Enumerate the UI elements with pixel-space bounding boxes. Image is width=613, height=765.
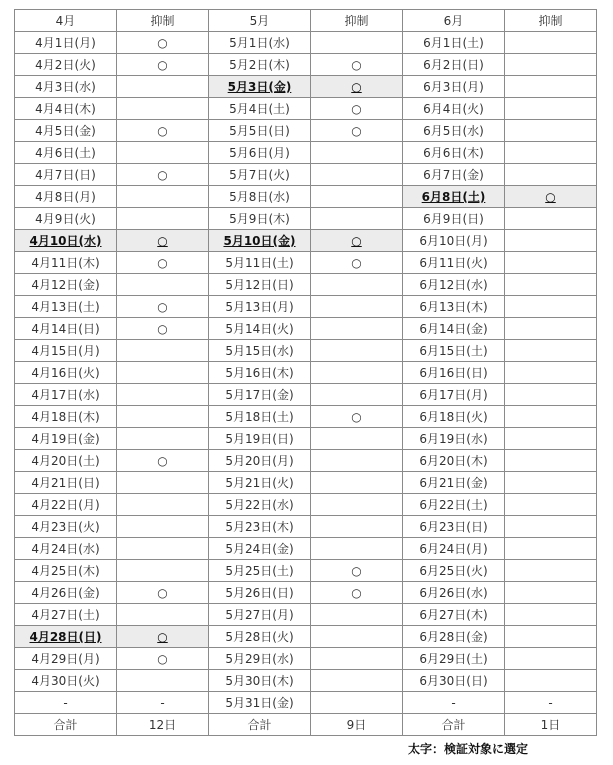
total-cell-april-date: 合計 <box>15 714 117 736</box>
may-flag-cell <box>311 296 403 318</box>
april-date-cell: 4月4日(木) <box>15 98 117 120</box>
june-flag-cell <box>505 472 597 494</box>
june-date-cell: 6月4日(火) <box>403 98 505 120</box>
april-flag-cell: ○ <box>117 32 209 54</box>
table-row <box>15 98 597 120</box>
may-flag-cell <box>311 692 403 714</box>
april-flag-cell: ○ <box>117 230 209 252</box>
may-date-cell: 5月18日(土) <box>209 406 311 428</box>
april-flag-cell <box>117 274 209 296</box>
may-date-cell: 5月25日(土) <box>209 560 311 582</box>
table-row <box>15 32 597 54</box>
june-date-cell: 6月22日(土) <box>403 494 505 516</box>
legend-note: 太字：検証対象に選定 <box>408 742 529 756</box>
may-date-cell: 5月29日(水) <box>209 648 311 670</box>
april-date-cell: 4月22日(月) <box>15 494 117 516</box>
april-date-cell: 4月11日(木) <box>15 252 117 274</box>
april-date-cell: 4月10日(水) <box>15 230 117 252</box>
table-row <box>15 208 597 230</box>
june-flag-cell <box>505 450 597 472</box>
may-date-cell: 5月10日(金) <box>209 230 311 252</box>
april-date-cell: 4月29日(月) <box>15 648 117 670</box>
may-flag-cell: ○ <box>311 582 403 604</box>
may-date-cell: 5月1日(水) <box>209 32 311 54</box>
table-row <box>15 648 597 670</box>
header-row <box>15 10 597 32</box>
june-flag-cell <box>505 428 597 450</box>
may-date-cell: 5月30日(木) <box>209 670 311 692</box>
june-date-cell: 6月24日(月) <box>403 538 505 560</box>
may-date-cell: 5月14日(火) <box>209 318 311 340</box>
april-flag-cell <box>117 186 209 208</box>
table-row <box>15 142 597 164</box>
june-flag-cell <box>505 208 597 230</box>
header-cell-may-flag: 抑制 <box>311 10 403 32</box>
april-flag-cell: ○ <box>117 54 209 76</box>
june-flag-cell <box>505 626 597 648</box>
june-flag-cell <box>505 384 597 406</box>
june-flag-cell <box>505 362 597 384</box>
table-row <box>15 472 597 494</box>
may-date-cell: 5月7日(火) <box>209 164 311 186</box>
may-date-cell: 5月8日(水) <box>209 186 311 208</box>
april-flag-cell: ○ <box>117 120 209 142</box>
may-flag-cell <box>311 450 403 472</box>
june-flag-cell <box>505 318 597 340</box>
may-flag-cell <box>311 318 403 340</box>
june-date-cell: 6月23日(日) <box>403 516 505 538</box>
table-row <box>15 626 597 648</box>
may-date-cell: 5月5日(日) <box>209 120 311 142</box>
april-flag-cell: - <box>117 692 209 714</box>
table-row <box>15 120 597 142</box>
june-date-cell: 6月28日(金) <box>403 626 505 648</box>
june-date-cell: 6月9日(日) <box>403 208 505 230</box>
table-row <box>15 76 597 98</box>
table-row <box>15 692 597 714</box>
june-date-cell: 6月20日(木) <box>403 450 505 472</box>
april-date-cell: 4月17日(水) <box>15 384 117 406</box>
table-row <box>15 516 597 538</box>
table-row <box>15 428 597 450</box>
may-flag-cell <box>311 142 403 164</box>
may-flag-cell: ○ <box>311 560 403 582</box>
april-flag-cell <box>117 428 209 450</box>
june-flag-cell <box>505 120 597 142</box>
june-flag-cell <box>505 560 597 582</box>
may-flag-cell <box>311 538 403 560</box>
june-flag-cell <box>505 494 597 516</box>
june-date-cell: 6月5日(水) <box>403 120 505 142</box>
table-row <box>15 230 597 252</box>
april-flag-cell <box>117 340 209 362</box>
june-flag-cell <box>505 538 597 560</box>
may-flag-cell <box>311 670 403 692</box>
may-date-cell: 5月2日(木) <box>209 54 311 76</box>
table-row <box>15 318 597 340</box>
april-date-cell: 4月28日(日) <box>15 626 117 648</box>
table-row <box>15 274 597 296</box>
total-cell-may-date: 合計 <box>209 714 311 736</box>
table-row <box>15 164 597 186</box>
may-flag-cell: ○ <box>311 98 403 120</box>
april-date-cell: 4月8日(月) <box>15 186 117 208</box>
june-date-cell: 6月30日(日) <box>403 670 505 692</box>
may-flag-cell: ○ <box>311 406 403 428</box>
table-row <box>15 340 597 362</box>
may-date-cell: 5月27日(月) <box>209 604 311 626</box>
june-date-cell: 6月7日(金) <box>403 164 505 186</box>
april-flag-cell <box>117 538 209 560</box>
june-date-cell: 6月21日(金) <box>403 472 505 494</box>
june-date-cell: 6月19日(水) <box>403 428 505 450</box>
table-row <box>15 296 597 318</box>
april-flag-cell <box>117 472 209 494</box>
april-flag-cell <box>117 406 209 428</box>
april-date-cell: 4月26日(金) <box>15 582 117 604</box>
may-date-cell: 5月20日(月) <box>209 450 311 472</box>
june-flag-cell <box>505 230 597 252</box>
may-flag-cell <box>311 208 403 230</box>
may-flag-cell: ○ <box>311 54 403 76</box>
june-date-cell: 6月13日(木) <box>403 296 505 318</box>
april-flag-cell <box>117 208 209 230</box>
may-flag-cell <box>311 648 403 670</box>
header-cell-april-date: 4月 <box>15 10 117 32</box>
june-flag-cell <box>505 142 597 164</box>
header-cell-may-date: 5月 <box>209 10 311 32</box>
april-flag-cell <box>117 670 209 692</box>
june-flag-cell <box>505 406 597 428</box>
may-date-cell: 5月9日(木) <box>209 208 311 230</box>
table-row <box>15 582 597 604</box>
june-date-cell: 6月18日(火) <box>403 406 505 428</box>
april-flag-cell <box>117 560 209 582</box>
june-date-cell: 6月10日(月) <box>403 230 505 252</box>
april-flag-cell: ○ <box>117 296 209 318</box>
may-date-cell: 5月13日(月) <box>209 296 311 318</box>
june-date-cell: 6月27日(木) <box>403 604 505 626</box>
april-date-cell: 4月30日(火) <box>15 670 117 692</box>
april-date-cell: 4月5日(金) <box>15 120 117 142</box>
june-flag-cell <box>505 296 597 318</box>
may-date-cell: 5月31日(金) <box>209 692 311 714</box>
calendar-body <box>15 10 597 736</box>
april-date-cell: 4月14日(日) <box>15 318 117 340</box>
may-flag-cell: ○ <box>311 120 403 142</box>
may-flag-cell: ○ <box>311 76 403 98</box>
april-date-cell: 4月7日(日) <box>15 164 117 186</box>
table-row <box>15 186 597 208</box>
april-flag-cell <box>117 494 209 516</box>
april-flag-cell <box>117 76 209 98</box>
april-date-cell: 4月21日(日) <box>15 472 117 494</box>
june-flag-cell <box>505 516 597 538</box>
april-flag-cell: ○ <box>117 252 209 274</box>
june-date-cell: 6月15日(土) <box>403 340 505 362</box>
may-flag-cell <box>311 274 403 296</box>
june-flag-cell <box>505 340 597 362</box>
april-date-cell: 4月24日(水) <box>15 538 117 560</box>
total-cell-june-date: 合計 <box>403 714 505 736</box>
june-flag-cell <box>505 670 597 692</box>
may-flag-cell: ○ <box>311 252 403 274</box>
june-date-cell: 6月12日(水) <box>403 274 505 296</box>
june-flag-cell <box>505 32 597 54</box>
may-flag-cell <box>311 186 403 208</box>
june-flag-cell <box>505 648 597 670</box>
total-cell-may-flag: 9日 <box>311 714 403 736</box>
april-flag-cell: ○ <box>117 626 209 648</box>
june-date-cell: 6月2日(日) <box>403 54 505 76</box>
may-flag-cell <box>311 604 403 626</box>
may-flag-cell <box>311 32 403 54</box>
total-cell-june-flag: 1日 <box>505 714 597 736</box>
may-flag-cell <box>311 516 403 538</box>
table-row <box>15 406 597 428</box>
april-date-cell: - <box>15 692 117 714</box>
header-cell-june-flag: 抑制 <box>505 10 597 32</box>
may-flag-cell <box>311 494 403 516</box>
header-cell-june-date: 6月 <box>403 10 505 32</box>
june-date-cell: 6月3日(月) <box>403 76 505 98</box>
april-date-cell: 4月6日(土) <box>15 142 117 164</box>
june-date-cell: 6月8日(土) <box>403 186 505 208</box>
may-date-cell: 5月12日(日) <box>209 274 311 296</box>
june-flag-cell <box>505 582 597 604</box>
may-date-cell: 5月26日(日) <box>209 582 311 604</box>
may-flag-cell <box>311 164 403 186</box>
june-flag-cell <box>505 274 597 296</box>
april-flag-cell: ○ <box>117 582 209 604</box>
april-flag-cell: ○ <box>117 318 209 340</box>
table-row <box>15 560 597 582</box>
april-flag-cell: ○ <box>117 164 209 186</box>
april-date-cell: 4月25日(木) <box>15 560 117 582</box>
june-flag-cell: - <box>505 692 597 714</box>
june-date-cell: 6月14日(金) <box>403 318 505 340</box>
may-date-cell: 5月6日(月) <box>209 142 311 164</box>
june-date-cell: 6月17日(月) <box>403 384 505 406</box>
table-row <box>15 362 597 384</box>
june-flag-cell <box>505 252 597 274</box>
header-cell-april-flag: 抑制 <box>117 10 209 32</box>
may-date-cell: 5月17日(金) <box>209 384 311 406</box>
june-flag-cell <box>505 164 597 186</box>
june-flag-cell <box>505 604 597 626</box>
table-row <box>15 670 597 692</box>
june-date-cell: 6月6日(木) <box>403 142 505 164</box>
april-date-cell: 4月19日(金) <box>15 428 117 450</box>
april-flag-cell <box>117 384 209 406</box>
may-date-cell: 5月21日(火) <box>209 472 311 494</box>
april-flag-cell <box>117 516 209 538</box>
may-date-cell: 5月11日(土) <box>209 252 311 274</box>
totals-row <box>15 714 597 736</box>
april-date-cell: 4月1日(月) <box>15 32 117 54</box>
april-date-cell: 4月15日(月) <box>15 340 117 362</box>
june-flag-cell <box>505 76 597 98</box>
may-date-cell: 5月22日(水) <box>209 494 311 516</box>
may-flag-cell <box>311 384 403 406</box>
table-row <box>15 252 597 274</box>
april-date-cell: 4月3日(水) <box>15 76 117 98</box>
may-date-cell: 5月19日(日) <box>209 428 311 450</box>
may-flag-cell <box>311 428 403 450</box>
april-flag-cell: ○ <box>117 648 209 670</box>
suppression-calendar-table <box>14 9 597 736</box>
june-date-cell: - <box>403 692 505 714</box>
april-date-cell: 4月20日(土) <box>15 450 117 472</box>
april-date-cell: 4月18日(木) <box>15 406 117 428</box>
may-flag-cell <box>311 626 403 648</box>
june-flag-cell: ○ <box>505 186 597 208</box>
may-date-cell: 5月24日(金) <box>209 538 311 560</box>
june-date-cell: 6月16日(日) <box>403 362 505 384</box>
may-flag-cell <box>311 362 403 384</box>
table-row <box>15 54 597 76</box>
june-date-cell: 6月25日(火) <box>403 560 505 582</box>
april-flag-cell <box>117 98 209 120</box>
april-date-cell: 4月12日(金) <box>15 274 117 296</box>
table-row <box>15 538 597 560</box>
table-row <box>15 450 597 472</box>
april-date-cell: 4月2日(火) <box>15 54 117 76</box>
june-date-cell: 6月1日(土) <box>403 32 505 54</box>
april-flag-cell <box>117 604 209 626</box>
may-date-cell: 5月15日(水) <box>209 340 311 362</box>
april-date-cell: 4月13日(土) <box>15 296 117 318</box>
may-flag-cell <box>311 340 403 362</box>
june-flag-cell <box>505 98 597 120</box>
june-date-cell: 6月26日(水) <box>403 582 505 604</box>
april-date-cell: 4月16日(火) <box>15 362 117 384</box>
table-row <box>15 604 597 626</box>
april-flag-cell: ○ <box>117 450 209 472</box>
may-flag-cell <box>311 472 403 494</box>
april-date-cell: 4月9日(火) <box>15 208 117 230</box>
may-date-cell: 5月3日(金) <box>209 76 311 98</box>
table-row <box>15 384 597 406</box>
may-date-cell: 5月23日(木) <box>209 516 311 538</box>
june-date-cell: 6月11日(火) <box>403 252 505 274</box>
june-flag-cell <box>505 54 597 76</box>
april-date-cell: 4月27日(土) <box>15 604 117 626</box>
may-date-cell: 5月16日(木) <box>209 362 311 384</box>
table-row <box>15 494 597 516</box>
may-date-cell: 5月4日(土) <box>209 98 311 120</box>
april-flag-cell <box>117 362 209 384</box>
may-flag-cell: ○ <box>311 230 403 252</box>
may-date-cell: 5月28日(火) <box>209 626 311 648</box>
total-cell-april-flag: 12日 <box>117 714 209 736</box>
april-date-cell: 4月23日(火) <box>15 516 117 538</box>
june-date-cell: 6月29日(土) <box>403 648 505 670</box>
april-flag-cell <box>117 142 209 164</box>
